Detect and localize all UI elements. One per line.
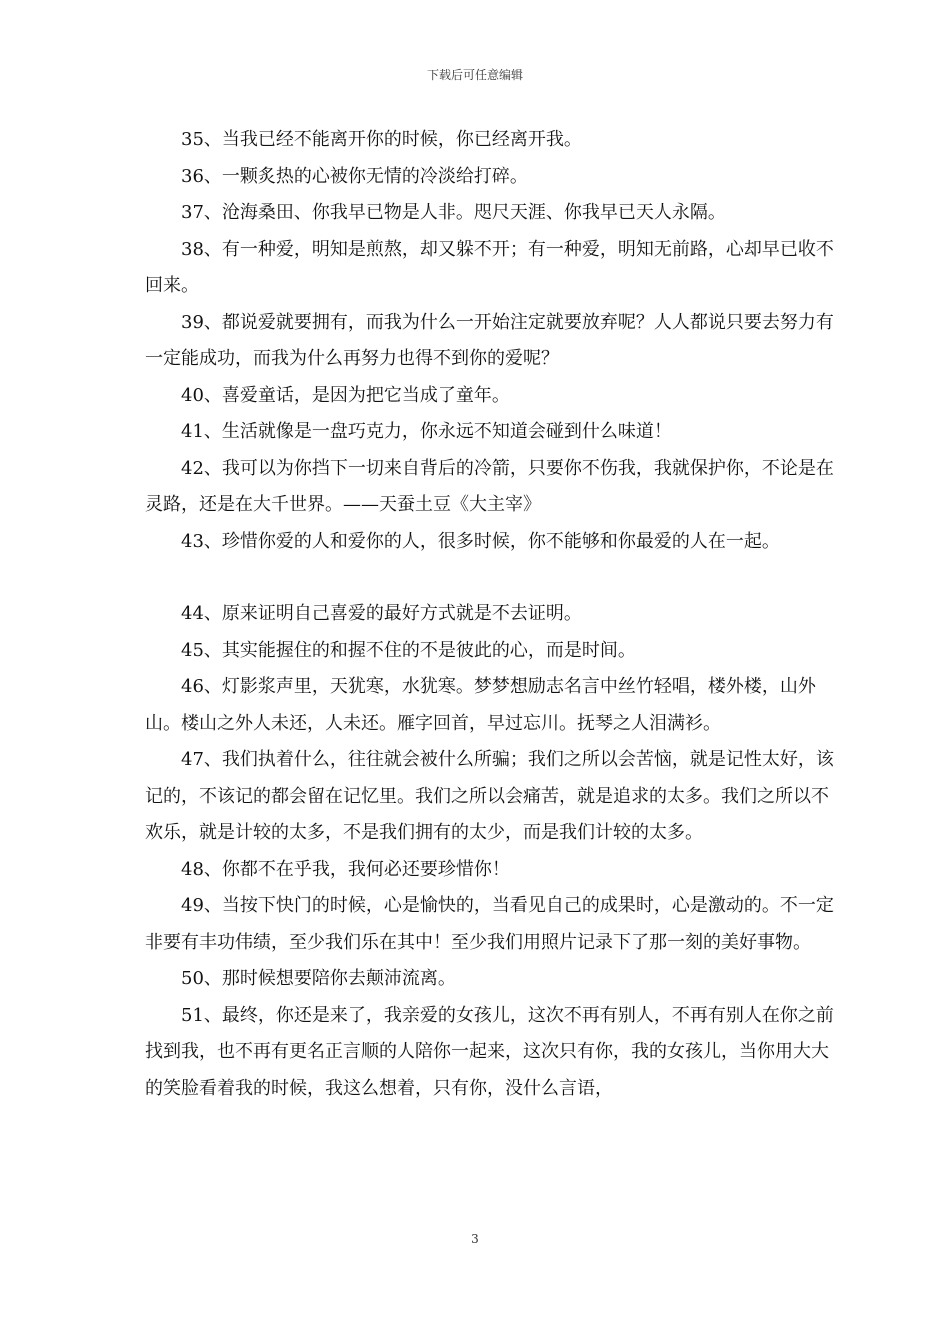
paragraph-40: 40、喜爱童话，是因为把它当成了童年。 <box>181 384 510 406</box>
paragraph-41: 41、生活就像是一盘巧克力，你永远不知道会碰到什么味道！ <box>181 421 672 442</box>
paragraph-49: 49、当按下快门的时候，心是愉快的，当看见自己的成果时，心是激动的。不一定非要有丰功伟绩，至少我们乐在其中！至少我们用照片记录下了那一刻的美好事物。 <box>145 895 834 953</box>
paragraph-36: 36、一颗炙热的心被你无情的冷淡给打碎。 <box>181 165 528 187</box>
page-number: 3 <box>471 1232 479 1246</box>
paragraph-50: 50、那时候想要陪你去颠沛流离。 <box>181 968 456 989</box>
paragraph-35: 35、当我已经不能离开你的时候，你已经离开我。 <box>181 129 582 150</box>
paragraph-45: 45、其实能握住的和握不住的不是彼此的心，而是时间。 <box>181 639 636 661</box>
paragraph-51: 51、最终，你还是来了，我亲爱的女孩儿，这次不再有别人，不再有别人在你之前找到我，也不再有更名正言顺的人陪你一起来，这次只有你，我的女孩儿，当你用大大的笑脸看着我的时候，我这么想着，只有你，没什么言语， <box>145 1004 834 1099</box>
paragraph-44: 44、原来证明自己喜爱的最好方式就是不去证明。 <box>181 603 582 624</box>
paragraph-42: 42、我可以为你挡下一切来自背后的冷箭，只要你不伤我，我就保护你，不论是在灵路，还是在大千世界。——天蚕土豆《大主宰》 <box>145 457 834 515</box>
paragraph-48: 48、你都不在乎我，我何必还要珍惜你！ <box>181 858 510 880</box>
document-body <box>145 122 835 1107</box>
paragraph-46: 46、灯影浆声里，天犹寒，水犹寒。梦梦想励志名言中丝竹轻唱，楼外楼，山外山。楼山之外人未还，人未还。雁字回首，早过忘川。抚琴之人泪满衫。 <box>145 676 816 734</box>
paragraph-43: 43、珍惜你爱的人和爱你的人，很多时候，你不能够和你最爱的人在一起。 <box>181 530 780 552</box>
page-header: 下载后可任意编辑 <box>426 68 523 82</box>
paragraph-37: 37、沧海桑田、你我早已物是人非。咫尺天涯、你我早已天人永隔。 <box>181 202 726 223</box>
paragraph-39: 39、都说爱就要拥有，而我为什么一开始注定就要放弃呢？人人都说只要去努力有一定能成功，而我为什么再努力也得不到你的爱呢？ <box>145 311 834 369</box>
paragraph-38: 38、有一种爱，明知是煎熬，却又躲不开；有一种爱，明知无前路，心却早已收不回来。 <box>145 238 834 296</box>
paragraph-47: 47、我们执着什么，往往就会被什么所骗；我们之所以会苦恼，就是记性太好，该记的，不该记的都会留在记忆里。我们之所以会痛苦，就是追求的太多。我们之所以不欢乐，就是计较的太多，不是我们拥有的太少，而是我们计较的太多。 <box>145 749 834 843</box>
